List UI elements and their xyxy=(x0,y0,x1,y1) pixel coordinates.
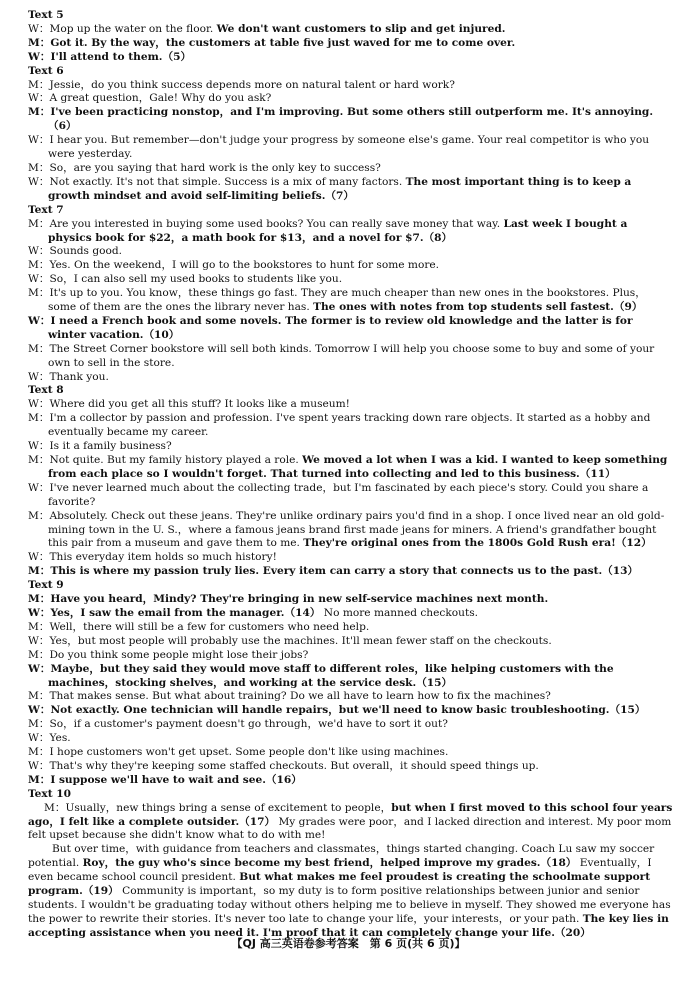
dialogue-line xyxy=(28,635,673,649)
dialogue-line xyxy=(28,454,673,482)
answer-highlight: Last week I bought a physics book for $22，a math book for $13，and a novel for $7.（8） xyxy=(48,217,628,244)
answer-highlight: M：I suppose we'll have to wait and see.（16） xyxy=(28,773,302,786)
dialogue-text: M：That makes sense. But what about training? Do we all have to learn how to fix the machines? xyxy=(28,690,551,703)
dialogue-line xyxy=(28,176,673,204)
dialogue-text: W：Not exactly. It's not that simple. Success is a mix of many factors. xyxy=(28,175,406,188)
dialogue-line xyxy=(28,106,673,134)
text-section-heading: Text 6 xyxy=(28,64,64,77)
answer-highlight: W：I need a French book and some novels. The former is to review old knowledge and the latter is for winter vacation.（10） xyxy=(28,314,633,341)
dialogue-text: W：Yes. xyxy=(28,732,71,745)
dialogue-text: Community is important，so my duty is to form positive relationships between junior and senior students. I wouldn't be graduating today without others helping me to believe in myself. They showed me everyone has the power to rewrite their stories. It's never too late to change your life，your interests，or your path. xyxy=(28,885,671,925)
dialogue-line xyxy=(28,371,673,385)
dialogue-line xyxy=(28,218,673,246)
dialogue-text: W：I hear you. But remember—don't judge your progress by someone else's game. Your real competitor is who you were yesterday. xyxy=(28,134,650,161)
dialogue-text: My grades were poor，and I lacked direction and interest. My poor mom felt upset because she didn't know what to do with me! xyxy=(28,815,672,842)
answer-highlight: Roy，the guy who's since become my best friend，helped improve my grades.（18） xyxy=(82,857,577,870)
dialogue-text: M：Yes. On the weekend，I will go to the bookstores to hunt for some more. xyxy=(28,259,440,272)
dialogue-line xyxy=(28,37,673,51)
dialogue-text: Eventually，I even became school council president. xyxy=(28,857,652,884)
dialogue-line xyxy=(28,245,673,259)
dialogue-line xyxy=(28,134,673,162)
dialogue-text: W：Where did you get all this stuff? It looks like a museum! xyxy=(28,398,350,411)
dialogue-text: W：Mop up the water on the floor. xyxy=(28,22,217,35)
page-footer: 【QJ 高三英语卷参考答案 第 6 页(共 6 页)】 xyxy=(231,937,466,950)
answer-highlight: We moved a lot when I was a kid. I wanted to keep something from each place so I wouldn't forget. That turned into collecting and led to this business.（11） xyxy=(48,454,668,480)
dialogue-line xyxy=(28,551,673,565)
dialogue-line xyxy=(28,92,673,106)
dialogue-line xyxy=(28,732,673,746)
dialogue-line xyxy=(28,482,673,510)
dialogue-text: W：Sounds good. xyxy=(28,245,123,258)
dialogue-line xyxy=(28,259,673,273)
dialogue-text: M：Absolutely. Check out these jeans. They're unlike ordinary pairs you'd find in a shop. I once lived near an old gold-mining town in the U. S.，where a famous jeans brand first made jeans for miners. A friend's grandfather bought this pair from a museum and gave them to me. xyxy=(28,509,665,550)
dialogue-text: W：So，I can also sell my used books to students like you. xyxy=(28,273,343,286)
answer-highlight: W：Not exactly. One technician will handle repairs，but we'll need to know basic troubleshooting.（15） xyxy=(28,704,646,717)
dialogue-line xyxy=(28,287,673,315)
dialogue-line xyxy=(28,690,673,704)
dialogue-text: M：So，if a customer's payment doesn't go through，we'd have to sort it out? xyxy=(28,718,448,731)
dialogue-text: M：Not quite. But my family history played a role. xyxy=(28,454,303,466)
dialogue-text: W：Is it a family business? xyxy=(28,440,172,453)
answer-highlight: We don't want customers to slip and get injured. xyxy=(216,22,506,35)
answer-highlight: The key lies in accepting assistance when you need it. I'm proof that it can completely change your life.（20） xyxy=(28,912,669,939)
dialogue-text: W：That's why they're keeping some staffed checkouts. But overall，it should speed things up. xyxy=(28,759,539,772)
dialogue-text: M：Are you interested in buying some used books? You can really save money that way. xyxy=(28,217,504,230)
dialogue-line xyxy=(28,760,673,774)
dialogue-line xyxy=(28,398,673,412)
text-section-heading: Text 8 xyxy=(28,384,64,397)
text-section-heading: Text 9 xyxy=(28,579,64,592)
dialogue-text: M：Usually，new things bring a sense of excitement to people， xyxy=(44,801,392,814)
dialogue-line xyxy=(28,746,673,760)
dialogue-line xyxy=(28,774,673,788)
dialogue-line xyxy=(28,343,673,371)
answer-highlight: M：Have you heard，Mindy? They're bringing in new self-service machines next month. xyxy=(28,593,549,606)
dialogue-line xyxy=(28,593,673,607)
dialogue-text: W：This everyday item holds so much history! xyxy=(28,551,277,564)
transcript-content xyxy=(28,9,673,941)
dialogue-text: W：A great question，Gale! Why do you ask? xyxy=(28,92,272,105)
dialogue-line xyxy=(28,273,673,287)
monologue-paragraph xyxy=(28,802,673,844)
dialogue-line xyxy=(28,621,673,635)
answer-highlight: The ones with notes from top students sell fastest.（9） xyxy=(313,301,643,314)
dialogue-line xyxy=(28,79,673,93)
answer-highlight: M：This is where my passion truly lies. Every item can carry a story that connects us to the past.（13） xyxy=(28,565,639,578)
answer-highlight: The most important thing is to keep a growth mindset and avoid self-limiting beliefs.（7） xyxy=(48,175,632,202)
dialogue-text: M：Do you think some people might lose their jobs? xyxy=(28,648,309,661)
dialogue-text: W：Thank you. xyxy=(28,370,109,383)
dialogue-text: M：Well，there will still be a few for customers who need help. xyxy=(28,620,370,633)
answer-highlight: They're original ones from the 1800s Gold Rush era!（12） xyxy=(303,537,652,550)
text-section-heading: Text 10 xyxy=(28,787,72,800)
dialogue-line xyxy=(28,162,673,176)
answer-highlight: W：Yes，I saw the email from the manager.（14） xyxy=(28,606,321,619)
dialogue-line xyxy=(28,440,673,454)
answer-highlight: M：Got it. By the way，the customers at table five just waved for me to come over. xyxy=(28,36,516,49)
dialogue-text: W：I've never learned much about the collecting trade，but I'm fascinated by each piece's story. Could you share a favorite? xyxy=(28,481,649,508)
dialogue-line xyxy=(28,718,673,732)
dialogue-line xyxy=(28,23,673,37)
dialogue-text: M：I'm a collector by passion and profession. I've spent years tracking down rare objects. It started as a hobby and eventually became my career. xyxy=(28,412,651,439)
dialogue-text: But over time，with guidance from teachers and classmates，things started changing. Coach Lu saw my soccer potential. xyxy=(28,843,655,870)
answer-highlight: But what makes me feel proudest is creating the schoolmate support program.（19） xyxy=(28,871,651,898)
text-section-heading: Text 5 xyxy=(28,9,64,21)
text-section-heading: Text 7 xyxy=(28,203,64,216)
answer-highlight: W：Maybe，but they said they would move staff to different roles，like helping customers with the machines，stocking shelves，and working at the service desk.（15） xyxy=(28,662,614,689)
dialogue-line xyxy=(28,607,673,621)
dialogue-line xyxy=(28,412,673,440)
dialogue-text: M：So，are you saying that hard work is the only key to success? xyxy=(28,161,381,174)
dialogue-line xyxy=(28,510,673,552)
dialogue-line xyxy=(28,704,673,718)
dialogue-text: No more manned checkouts. xyxy=(320,606,479,619)
answer-highlight: W：I'll attend to them.（5） xyxy=(28,50,192,63)
dialogue-text: W：Yes，but most people will probably use the machines. It'll mean fewer staff on the checkouts. xyxy=(28,634,552,647)
dialogue-text: M：The Street Corner bookstore will sell both kinds. Tomorrow I will help you choose some to buy and some of your own to sell in the store. xyxy=(28,342,655,369)
monologue-paragraph xyxy=(28,843,673,940)
dialogue-line xyxy=(28,649,673,663)
dialogue-text: M：It's up to you. You know，these things go fast. They are much cheaper than new ones in the bookstores. Plus，some of them are the ones the library never has. xyxy=(28,287,646,314)
dialogue-text: M：I hope customers won't get upset. Some people don't like using machines. xyxy=(28,746,449,759)
dialogue-text: M：Jessie，do you think success depends more on natural talent or hard work? xyxy=(28,78,455,91)
dialogue-line xyxy=(28,663,673,691)
dialogue-line xyxy=(28,565,673,579)
dialogue-line xyxy=(28,315,673,343)
answer-highlight: but when I first moved to this school four years ago，I felt like a complete outsider.（17） xyxy=(28,801,673,828)
answer-highlight: M：I've been practicing nonstop，and I'm improving. But some others still outperform me. It's annoying.（6） xyxy=(28,106,654,133)
dialogue-line xyxy=(28,51,673,65)
